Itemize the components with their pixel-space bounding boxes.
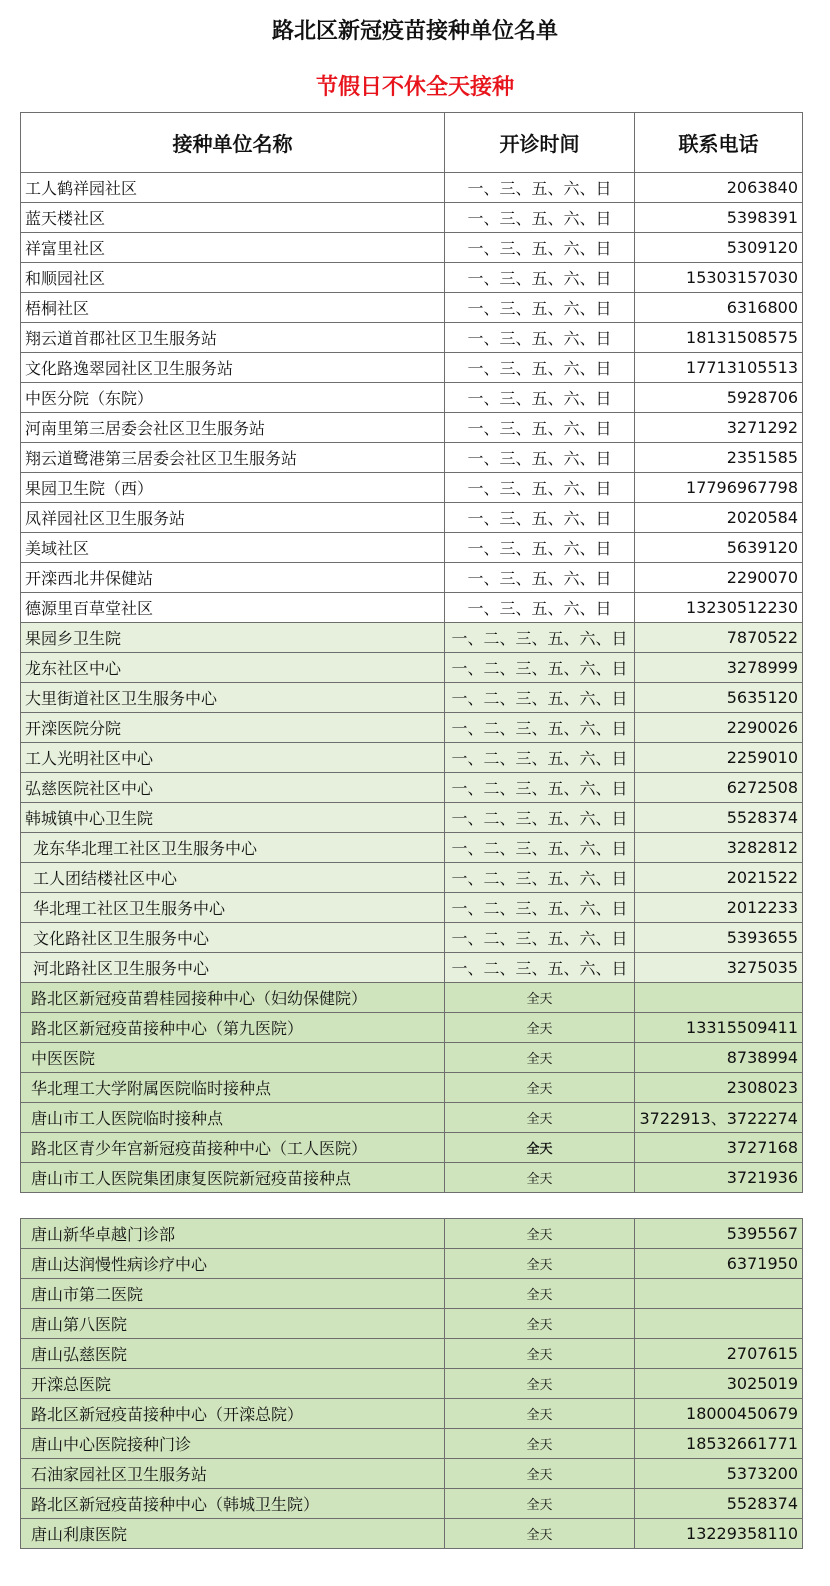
opening-hours-cell: 全天 — [445, 1249, 635, 1279]
opening-hours-cell: 一、二、三、五、六、日 — [445, 863, 635, 893]
opening-hours-cell: 全天 — [445, 1519, 635, 1549]
table-row — [21, 1459, 803, 1489]
site-name-cell: 唐山达润慢性病诊疗中心 — [21, 1249, 445, 1279]
table-row — [21, 1429, 803, 1459]
opening-hours-cell: 一、三、五、六、日 — [445, 323, 635, 353]
site-name-cell: 华北理工社区卫生服务中心 — [21, 893, 445, 923]
opening-hours-cell: 一、三、五、六、日 — [445, 383, 635, 413]
table-row — [21, 1249, 803, 1279]
site-name-cell: 中医医院 — [21, 1043, 445, 1073]
opening-hours-cell: 一、三、五、六、日 — [445, 293, 635, 323]
table-row — [21, 1133, 803, 1163]
site-name-cell: 开滦西北井保健站 — [21, 563, 445, 593]
phone-cell: 3278999 — [635, 653, 803, 683]
phone-cell: 3722913、3722274 — [635, 1103, 803, 1133]
opening-hours-cell: 一、二、三、五、六、日 — [445, 803, 635, 833]
site-name-cell: 路北区新冠疫苗碧桂园接种中心（妇幼保健院） — [21, 983, 445, 1013]
table-row — [21, 593, 803, 623]
opening-hours-cell: 全天 — [445, 983, 635, 1013]
table-row — [21, 923, 803, 953]
phone-cell: 13230512230 — [635, 593, 803, 623]
site-name-cell: 弘慈医院社区中心 — [21, 773, 445, 803]
page-title: 路北区新冠疫苗接种单位名单 — [271, 19, 558, 44]
table-row — [21, 1489, 803, 1519]
opening-hours-cell: 一、三、五、六、日 — [445, 263, 635, 293]
opening-hours-cell: 一、二、三、五、六、日 — [445, 773, 635, 803]
site-name-cell: 韩城镇中心卫生院 — [21, 803, 445, 833]
opening-hours-cell: 全天 — [445, 1133, 635, 1163]
site-name-cell: 唐山新华卓越门诊部 — [21, 1219, 445, 1249]
site-name-cell: 和顺园社区 — [21, 263, 445, 293]
site-name-cell: 祥富里社区 — [21, 233, 445, 263]
site-name-cell: 唐山第八医院 — [21, 1309, 445, 1339]
table-row — [21, 1399, 803, 1429]
phone-cell: 2308023 — [635, 1073, 803, 1103]
phone-cell: 5635120 — [635, 683, 803, 713]
table-row — [21, 413, 803, 443]
opening-hours-cell: 一、二、三、五、六、日 — [445, 683, 635, 713]
opening-hours-cell: 一、二、三、五、六、日 — [445, 923, 635, 953]
table-row — [21, 893, 803, 923]
opening-hours-cell: 一、三、五、六、日 — [445, 503, 635, 533]
page-subtitle: 节假日不休全天接种 — [315, 75, 514, 100]
phone-cell: 2290026 — [635, 713, 803, 743]
opening-hours-cell: 一、三、五、六、日 — [445, 563, 635, 593]
opening-hours-cell: 一、二、三、五、六、日 — [445, 833, 635, 863]
site-name-cell: 唐山利康医院 — [21, 1519, 445, 1549]
opening-hours-cell: 全天 — [445, 1073, 635, 1103]
site-name-cell: 路北区新冠疫苗接种中心（第九医院） — [21, 1013, 445, 1043]
phone-cell: 3271292 — [635, 413, 803, 443]
table-row — [21, 293, 803, 323]
opening-hours-cell: 一、三、五、六、日 — [445, 353, 635, 383]
phone-cell: 5393655 — [635, 923, 803, 953]
phone-cell: 6371950 — [635, 1249, 803, 1279]
table-row — [21, 203, 803, 233]
table-row — [21, 1219, 803, 1249]
opening-hours-cell: 一、三、五、六、日 — [445, 173, 635, 203]
site-name-cell: 蓝天楼社区 — [21, 203, 445, 233]
opening-hours-cell: 全天 — [445, 1013, 635, 1043]
phone-cell: 2707615 — [635, 1339, 803, 1369]
table-row — [21, 863, 803, 893]
table-header-row — [21, 113, 803, 173]
opening-hours-cell: 一、二、三、五、六、日 — [445, 623, 635, 653]
table-row — [21, 1369, 803, 1399]
phone-cell: 6272508 — [635, 773, 803, 803]
site-name-cell: 工人光明社区中心 — [21, 743, 445, 773]
phone-cell: 3727168 — [635, 1133, 803, 1163]
table-row — [21, 533, 803, 563]
table-row — [21, 1163, 803, 1193]
phone-cell: 5398391 — [635, 203, 803, 233]
table-row — [21, 773, 803, 803]
site-name-cell: 唐山中心医院接种门诊 — [21, 1429, 445, 1459]
table-row — [21, 1279, 803, 1309]
table-row — [21, 683, 803, 713]
opening-hours-cell: 全天 — [445, 1339, 635, 1369]
table-row — [21, 233, 803, 263]
opening-hours-cell: 一、三、五、六、日 — [445, 443, 635, 473]
phone-cell: 2290070 — [635, 563, 803, 593]
opening-hours-cell: 全天 — [445, 1309, 635, 1339]
table-row — [21, 563, 803, 593]
table-row — [21, 1073, 803, 1103]
table-row — [21, 653, 803, 683]
phone-cell: 3275035 — [635, 953, 803, 983]
site-name-cell: 河北路社区卫生服务中心 — [21, 953, 445, 983]
site-name-cell: 石油家园社区卫生服务站 — [21, 1459, 445, 1489]
phone-cell: 2063840 — [635, 173, 803, 203]
phone-cell: 18131508575 — [635, 323, 803, 353]
table-row — [21, 833, 803, 863]
opening-hours-cell: 一、二、三、五、六、日 — [445, 653, 635, 683]
opening-hours-cell: 一、二、三、五、六、日 — [445, 953, 635, 983]
table-row — [21, 323, 803, 353]
opening-hours-cell: 一、三、五、六、日 — [445, 473, 635, 503]
table-row — [21, 173, 803, 203]
site-name-cell: 果园乡卫生院 — [21, 623, 445, 653]
opening-hours-cell: 一、三、五、六、日 — [445, 203, 635, 233]
phone-cell: 18000450679 — [635, 1399, 803, 1429]
phone-cell: 2020584 — [635, 503, 803, 533]
table-row — [21, 743, 803, 773]
site-name-cell: 龙东社区中心 — [21, 653, 445, 683]
phone-cell: 18532661771 — [635, 1429, 803, 1459]
table-row — [21, 1519, 803, 1549]
site-name-cell: 路北区青少年宫新冠疫苗接种中心（工人医院） — [21, 1133, 445, 1163]
site-name-cell: 唐山弘慈医院 — [21, 1339, 445, 1369]
site-name-cell: 梧桐社区 — [21, 293, 445, 323]
opening-hours-cell: 全天 — [445, 1279, 635, 1309]
table-row — [21, 473, 803, 503]
site-name-cell: 龙东华北理工社区卫生服务中心 — [21, 833, 445, 863]
opening-hours-cell: 全天 — [445, 1459, 635, 1489]
phone-cell: 6316800 — [635, 293, 803, 323]
phone-cell: 5639120 — [635, 533, 803, 563]
opening-hours-cell: 全天 — [445, 1429, 635, 1459]
additional-sites-table — [20, 1218, 803, 1549]
opening-hours-cell: 一、三、五、六、日 — [445, 533, 635, 563]
phone-cell: 5928706 — [635, 383, 803, 413]
phone-cell: 2012233 — [635, 893, 803, 923]
table-row — [21, 953, 803, 983]
site-name-cell: 唐山市工人医院临时接种点 — [21, 1103, 445, 1133]
table-row — [21, 383, 803, 413]
phone-cell: 2259010 — [635, 743, 803, 773]
site-name-cell: 唐山市工人医院集团康复医院新冠疫苗接种点 — [21, 1163, 445, 1193]
phone-cell — [635, 1309, 803, 1339]
opening-hours-cell: 一、二、三、五、六、日 — [445, 743, 635, 773]
table-row — [21, 713, 803, 743]
site-name-cell: 唐山市第二医院 — [21, 1279, 445, 1309]
phone-cell: 8738994 — [635, 1043, 803, 1073]
opening-hours-cell: 全天 — [445, 1103, 635, 1133]
phone-cell: 2351585 — [635, 443, 803, 473]
table-row — [21, 1043, 803, 1073]
table-row — [21, 353, 803, 383]
site-name-cell: 开滦医院分院 — [21, 713, 445, 743]
site-name-cell: 工人团结楼社区中心 — [21, 863, 445, 893]
opening-hours-cell: 全天 — [445, 1369, 635, 1399]
phone-cell: 3282812 — [635, 833, 803, 863]
table-row — [21, 263, 803, 293]
table-row — [21, 803, 803, 833]
site-name-cell: 文化路逸翠园社区卫生服务站 — [21, 353, 445, 383]
site-name-cell: 果园卫生院（西） — [21, 473, 445, 503]
phone-cell: 5528374 — [635, 1489, 803, 1519]
opening-hours-cell: 全天 — [445, 1163, 635, 1193]
site-name-cell: 文化路社区卫生服务中心 — [21, 923, 445, 953]
site-name-cell: 美域社区 — [21, 533, 445, 563]
phone-cell — [635, 983, 803, 1013]
phone-cell: 7870522 — [635, 623, 803, 653]
site-name-cell: 中医分院（东院） — [21, 383, 445, 413]
opening-hours-cell: 全天 — [445, 1219, 635, 1249]
site-name-cell: 开滦总医院 — [21, 1369, 445, 1399]
phone-cell: 2021522 — [635, 863, 803, 893]
phone-cell: 5528374 — [635, 803, 803, 833]
table-row — [21, 1339, 803, 1369]
header-phone: 联系电话 — [635, 113, 803, 173]
header-opening-hours: 开诊时间 — [445, 113, 635, 173]
table-row — [21, 1103, 803, 1133]
table-body-additional — [21, 1219, 803, 1549]
opening-hours-cell: 一、三、五、六、日 — [445, 413, 635, 443]
site-name-cell: 翔云道首郡社区卫生服务站 — [21, 323, 445, 353]
phone-cell: 17713105513 — [635, 353, 803, 383]
table-body — [21, 173, 803, 1193]
site-name-cell: 工人鹤祥园社区 — [21, 173, 445, 203]
phone-cell: 5395567 — [635, 1219, 803, 1249]
phone-cell: 5309120 — [635, 233, 803, 263]
table-row — [21, 1309, 803, 1339]
header-site-name: 接种单位名称 — [21, 113, 445, 173]
site-name-cell: 大里街道社区卫生服务中心 — [21, 683, 445, 713]
table-row — [21, 1013, 803, 1043]
phone-cell: 3025019 — [635, 1369, 803, 1399]
phone-cell: 3721936 — [635, 1163, 803, 1193]
phone-cell: 13229358110 — [635, 1519, 803, 1549]
site-name-cell: 路北区新冠疫苗接种中心（开滦总院） — [21, 1399, 445, 1429]
phone-cell: 13315509411 — [635, 1013, 803, 1043]
opening-hours-cell: 全天 — [445, 1399, 635, 1429]
phone-cell: 5373200 — [635, 1459, 803, 1489]
site-name-cell: 路北区新冠疫苗接种中心（韩城卫生院） — [21, 1489, 445, 1519]
opening-hours-cell: 一、二、三、五、六、日 — [445, 893, 635, 923]
opening-hours-cell: 全天 — [445, 1043, 635, 1073]
phone-cell — [635, 1279, 803, 1309]
phone-cell: 17796967798 — [635, 473, 803, 503]
opening-hours-cell: 一、三、五、六、日 — [445, 593, 635, 623]
opening-hours-cell: 全天 — [445, 1489, 635, 1519]
table-row — [21, 623, 803, 653]
phone-cell: 15303157030 — [635, 263, 803, 293]
site-name-cell: 凤祥园社区卫生服务站 — [21, 503, 445, 533]
table-row — [21, 443, 803, 473]
opening-hours-cell: 一、三、五、六、日 — [445, 233, 635, 263]
opening-hours-cell: 一、二、三、五、六、日 — [445, 713, 635, 743]
table-row — [21, 983, 803, 1013]
vaccination-sites-table — [20, 112, 803, 1193]
site-name-cell: 翔云道鹭港第三居委会社区卫生服务站 — [21, 443, 445, 473]
site-name-cell: 河南里第三居委会社区卫生服务站 — [21, 413, 445, 443]
site-name-cell: 德源里百草堂社区 — [21, 593, 445, 623]
table-row — [21, 503, 803, 533]
site-name-cell: 华北理工大学附属医院临时接种点 — [21, 1073, 445, 1103]
